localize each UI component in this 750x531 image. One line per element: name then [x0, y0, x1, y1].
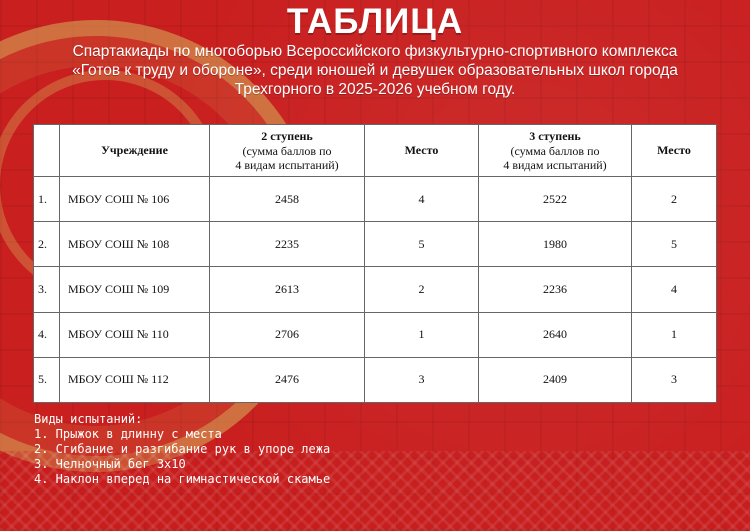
row-institution: МБОУ СОШ № 110 [60, 312, 210, 357]
notes-item: 2. Сгибание и разгибание рук в упоре лежа [34, 442, 331, 456]
table-header-row [34, 125, 717, 177]
row-step3-place: 3 [632, 357, 717, 402]
results-table [33, 124, 717, 403]
header-step2 [210, 125, 365, 177]
row-step3-score: 2409 [479, 357, 632, 402]
results-table-container [33, 124, 717, 403]
header-step3-title: 3 ступень [529, 129, 581, 143]
header-step3 [479, 125, 632, 177]
test-types-notes [34, 412, 330, 487]
row-step2-score: 2476 [210, 357, 365, 402]
row-number: 1. [34, 177, 60, 222]
header-step2-sub-1: (сумма баллов по [242, 144, 332, 158]
row-step2-score: 2458 [210, 177, 365, 222]
subtitle-line: Спартакиады по многоборью Всероссийского физкультурно-спортивного комплекса [72, 43, 678, 60]
row-institution: МБОУ СОШ № 108 [60, 222, 210, 267]
notes-item: 1. Прыжок в длинну с места [34, 427, 222, 441]
row-institution: МБОУ СОШ № 112 [60, 357, 210, 402]
subtitle-line: «Готов к труду и обороне», среди юношей и девушек образовательных школ города [72, 62, 678, 79]
row-step3-place: 5 [632, 222, 717, 267]
row-step3-place: 4 [632, 267, 717, 312]
row-institution: МБОУ СОШ № 109 [60, 267, 210, 312]
row-step3-score: 2236 [479, 267, 632, 312]
row-step3-place: 2 [632, 177, 717, 222]
table-row [34, 267, 717, 312]
notes-heading: Виды испытаний: [34, 412, 143, 426]
table-row [34, 222, 717, 267]
header-step2-sub-2: 4 видам испытаний) [235, 158, 339, 172]
row-step2-place: 4 [365, 177, 479, 222]
row-step3-score: 2522 [479, 177, 632, 222]
row-step2-place: 1 [365, 312, 479, 357]
row-step2-place: 3 [365, 357, 479, 402]
row-step2-score: 2706 [210, 312, 365, 357]
table-row [34, 177, 717, 222]
table-row [34, 312, 717, 357]
row-number: 4. [34, 312, 60, 357]
row-institution: МБОУ СОШ № 106 [60, 177, 210, 222]
header-number [34, 125, 60, 177]
header-institution: Учреждение [60, 125, 210, 177]
subtitle-line: Трехгорного в 2025-2026 учебном году. [234, 81, 516, 98]
row-step2-score: 2613 [210, 267, 365, 312]
header-place3: Место [632, 125, 717, 177]
row-step2-place: 2 [365, 267, 479, 312]
header-step3-sub-2: 4 видам испытаний) [503, 158, 607, 172]
table-row [34, 357, 717, 402]
header-step2-title: 2 ступень [261, 129, 313, 143]
page-title: ТАБЛИЦА [286, 2, 464, 41]
row-number: 5. [34, 357, 60, 402]
header-step3-sub-1: (сумма баллов по [510, 144, 600, 158]
notes-item: 4. Наклон вперед на гимнастической скамье [34, 472, 331, 486]
row-step2-score: 2235 [210, 222, 365, 267]
row-step3-score: 2640 [479, 312, 632, 357]
row-number: 2. [34, 222, 60, 267]
page-subtitle [22, 42, 728, 99]
row-number: 3. [34, 267, 60, 312]
row-step3-score: 1980 [479, 222, 632, 267]
header-place2: Место [365, 125, 479, 177]
notes-item: 3. Челночный бег 3х10 [34, 457, 186, 471]
row-step3-place: 1 [632, 312, 717, 357]
row-step2-place: 5 [365, 222, 479, 267]
